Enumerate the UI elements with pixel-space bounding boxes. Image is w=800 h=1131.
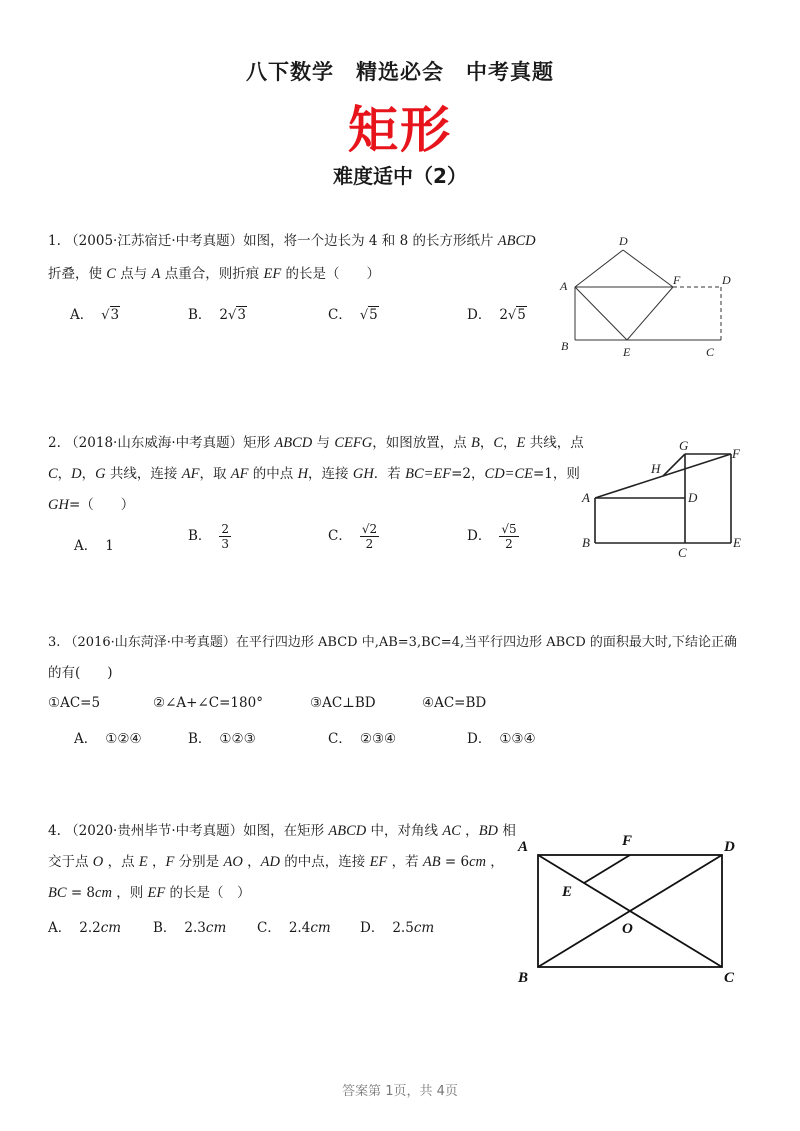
- q1-option-b[interactable]: B． 2√3: [188, 307, 246, 323]
- q2-label-C: C: [678, 545, 687, 560]
- q3-line-1: 3. （2016·山东菏泽·中考真题）在平行四边形 ABCD 中,AB=3,BC=4,当平行四边形 ABCD 的面积最大时,下结论正确: [48, 635, 738, 650]
- q1-seg-AE: [575, 287, 627, 340]
- q3-option-c[interactable]: C． ②③④: [328, 731, 397, 747]
- page-footer: 答案第 1页，共 4页: [342, 1084, 458, 1099]
- q3-option-d[interactable]: D． ①③④: [467, 731, 536, 747]
- q1-option-a[interactable]: A． √3: [70, 307, 120, 323]
- q1-option-c[interactable]: C． √5: [328, 307, 378, 323]
- q4-seg-EF: [584, 855, 630, 883]
- q3-option-a[interactable]: A． ①②④: [74, 731, 142, 747]
- q4-label-C: C: [724, 970, 735, 986]
- q1-figure: [555, 230, 755, 365]
- q2-label-B: B: [582, 535, 590, 550]
- q3-statement-3: ③AC⊥BD: [310, 695, 376, 711]
- q3-statement-4: ④AC=BD: [422, 695, 487, 711]
- q1-label-B: B: [561, 339, 569, 353]
- q4-label-O: O: [622, 921, 633, 937]
- q1-label-C: C: [706, 345, 715, 359]
- q1-seg-DF: [623, 250, 673, 287]
- q1-seg-EF: [627, 287, 673, 340]
- q1-label-E: E: [623, 345, 631, 359]
- q4-option-a[interactable]: A． 2.2cm: [48, 920, 122, 936]
- q4-label-F: F: [622, 833, 633, 849]
- q4-line-1: 4. （2020·贵州毕节·中考真题）如图，在矩形 ABCD 中，对角线 AC ，BD 相: [48, 823, 516, 839]
- q4-label-B: B: [518, 970, 529, 986]
- q2-label-H: H: [651, 461, 661, 476]
- q3-statement-2: ②∠A+∠C=180°: [153, 695, 263, 711]
- q2-figure: [575, 435, 755, 563]
- q4-line-2: 交于点 O ，点 E ，F 分别是 AO ，AD 的中点，连接 EF ，若 AB = 6cm ，: [48, 854, 504, 870]
- q2-label-E: E: [733, 535, 741, 550]
- q2-line-1: 2. （2018·山东威海·中考真题）矩形 ABCD 与 CEFG，如图放置，点 B，C，E 共线，点: [48, 435, 584, 451]
- q4-label-E: E: [562, 884, 573, 900]
- q2-line-2: C，D，G 共线，连接 AF，取 AF 的中点 H，连接 GH．若 BC=EF=2，CD=CE=1，则: [48, 466, 580, 482]
- q2-label-A: A: [582, 490, 590, 505]
- q2-option-c[interactable]: C． $\frac{√2}{2}$: [328, 522, 378, 551]
- q4-line-3: BC = 8cm ，则 EF 的长是（ ）: [48, 885, 251, 901]
- q3-option-b[interactable]: B． ①②③: [188, 731, 256, 747]
- q4-figure: [510, 825, 745, 990]
- q1-label-D: D: [619, 234, 628, 248]
- q2-label-D: D: [688, 490, 698, 505]
- series-title: 八下数学 精选必会 中考真题: [246, 60, 554, 84]
- q3-line-2: 的有( ): [48, 665, 113, 681]
- q1-line-2: 折叠，使 C 点与 A 点重合，则折痕 EF 的长是（ ）: [48, 266, 381, 282]
- q2-option-a[interactable]: A． 1: [74, 538, 114, 554]
- q4-label-D: D: [724, 839, 735, 855]
- topic-title: 矩形: [348, 101, 452, 159]
- q1-label-D2: D: [722, 273, 731, 287]
- q4-option-d[interactable]: D． 2.5cm: [360, 920, 435, 936]
- q4-option-c[interactable]: C． 2.4cm: [257, 920, 331, 936]
- q1-label-F: F: [673, 273, 681, 287]
- q4-label-A: A: [518, 839, 529, 855]
- q4-option-b[interactable]: B． 2.3cm: [153, 920, 227, 936]
- q1-seg-AD: [575, 250, 623, 287]
- q2-label-G: G: [679, 438, 689, 453]
- q2-label-F: F: [732, 446, 740, 461]
- q2-option-d[interactable]: D． $\frac{√5}{2}$: [467, 522, 517, 551]
- difficulty-subtitle: 难度适中（2）: [333, 164, 467, 188]
- q1-option-d[interactable]: D． 2√5: [467, 307, 526, 323]
- q1-label-A: A: [560, 279, 568, 293]
- q1-line-1: 1. （2005·江苏宿迁·中考真题）如图，将一个边长为 4 和 8 的长方形纸片 ABCD: [48, 233, 536, 249]
- q2-option-b[interactable]: B． $\frac{2}{3}$: [188, 522, 230, 551]
- q3-statement-1: ①AC=5: [48, 695, 101, 711]
- q2-line-3: GH=（ ）: [48, 497, 135, 513]
